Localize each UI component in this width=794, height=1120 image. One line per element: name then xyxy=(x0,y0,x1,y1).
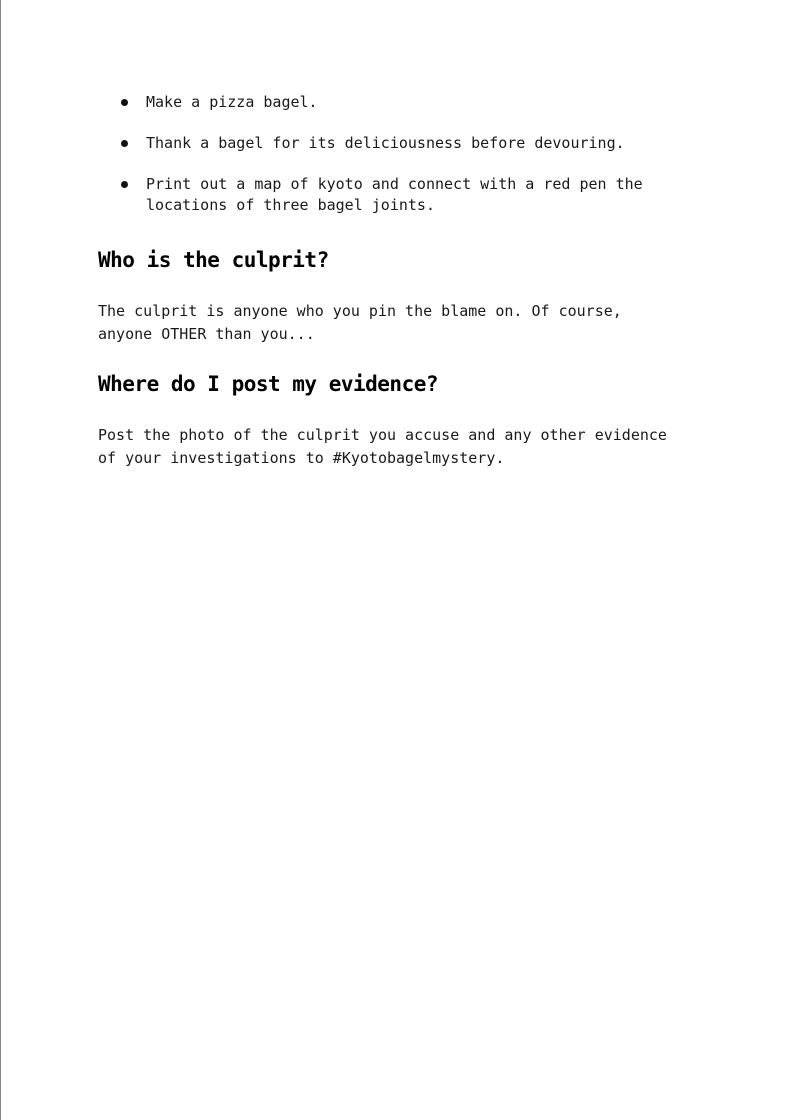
list-item-text: Print out a map of kyoto and connect with a red pen the xyxy=(146,175,643,193)
list-item xyxy=(116,92,738,113)
evidence-paragraph xyxy=(98,424,738,470)
paragraph-line: The culprit is anyone who you pin the blame on. Of course, xyxy=(98,302,622,320)
list-item-text: Thank a bagel for its deliciousness before devouring. xyxy=(146,134,625,152)
list-item xyxy=(116,174,738,216)
culprit-paragraph xyxy=(98,300,738,346)
paragraph-line: Post the photo of the culprit you accuse and any other evidence xyxy=(98,426,667,444)
bullet-icon xyxy=(121,140,128,147)
list-item-text: Make a pizza bagel. xyxy=(146,93,318,111)
list-item-text-continued: locations of three bagel joints. xyxy=(146,196,435,214)
section-heading-culprit: Who is the culprit? xyxy=(98,248,329,272)
section-heading-evidence: Where do I post my evidence? xyxy=(98,372,439,396)
paragraph-line: anyone OTHER than you... xyxy=(98,325,315,343)
list-item xyxy=(116,133,738,154)
bullet-icon xyxy=(121,181,128,188)
paragraph-line: of your investigations to #Kyotobagelmystery. xyxy=(98,449,505,467)
bullet-list xyxy=(116,92,738,216)
bullet-icon xyxy=(121,99,128,106)
page-content xyxy=(98,92,738,470)
